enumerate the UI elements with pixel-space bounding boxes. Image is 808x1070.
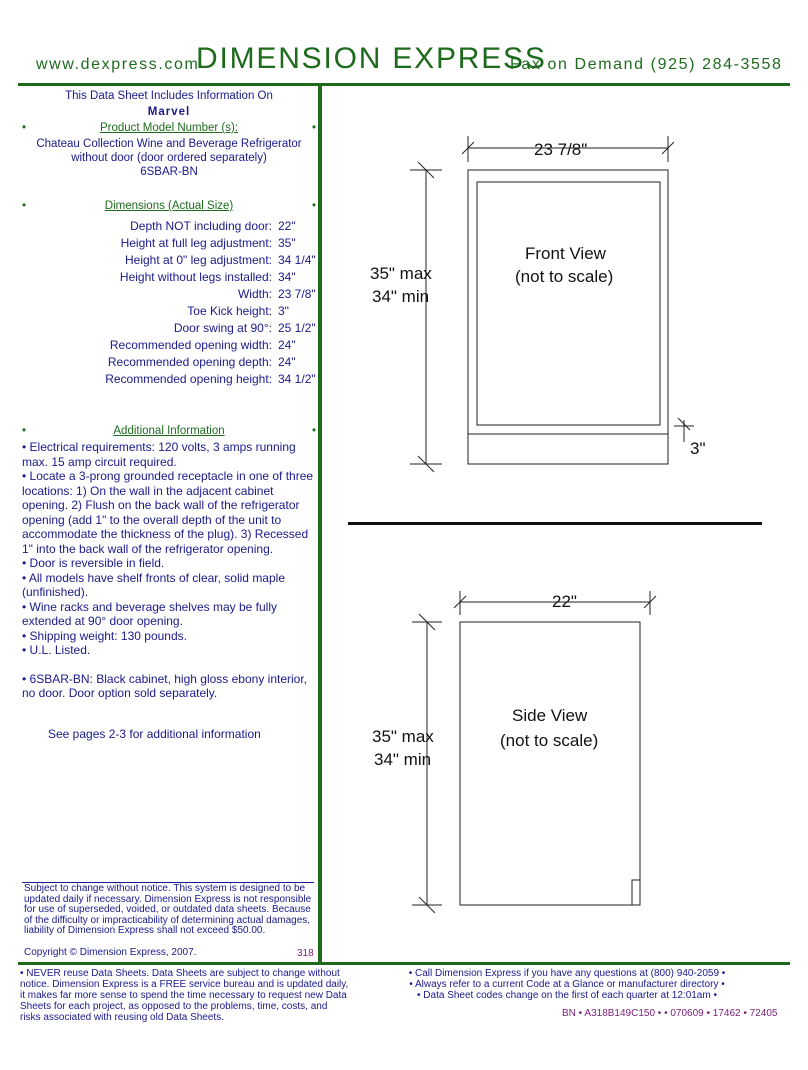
side-cabinet-outline — [460, 622, 640, 905]
dimension-row — [20, 219, 320, 236]
note-item: • Locate a 3-prong grounded receptacle in one of three locations: 1) On the wall in the adjacent cabinet opening. 2) Flush on the back wall of the refrigerator opening (add 1" to the overall depth of the unit to accommodate the thickness of the plug). 3) Recessed 1" into the back wall of the refrigerator opening. — [22, 469, 314, 556]
dimension-value: 25 1/2" — [278, 321, 316, 335]
front-view-label: Front View — [525, 244, 606, 263]
dimension-label: Height at 0" leg adjustment: — [124, 253, 272, 267]
additional-notes — [22, 440, 322, 701]
model-description-line1: Chateau Collection Wine and Beverage Refrigerator — [36, 138, 302, 150]
page-title: DIMENSION EXPRESS — [196, 42, 547, 75]
bullet-left: • — [22, 425, 27, 437]
dimension-label: Height without legs installed: — [119, 270, 272, 284]
model-heading-label: Product Model Number (s): — [99, 122, 239, 134]
bullet-right: • — [311, 425, 316, 437]
front-height-min: 34" min — [372, 287, 430, 306]
dimensions-heading-label: Dimensions (Actual Size) — [104, 200, 234, 212]
dimension-row — [20, 355, 320, 372]
model-heading — [20, 122, 318, 134]
view-divider — [348, 522, 762, 525]
dimension-value: 34" — [278, 270, 296, 284]
copyright: Copyright © Dimension Express, 2007. — [24, 947, 197, 958]
side-depth-label: 22" — [552, 592, 577, 611]
note-item: • All models have shelf fronts of clear, solid maple (unfinished). — [22, 570, 285, 599]
dimension-value: 35" — [278, 236, 296, 250]
model-description-line2: without door (door ordered separately) — [71, 152, 267, 164]
toe-kick-label: 3" — [690, 439, 706, 458]
dimension-label: Recommended opening height: — [105, 372, 272, 386]
dimension-label: Door swing at 90°: — [173, 321, 272, 335]
dimension-value: 24" — [278, 355, 296, 369]
front-panel — [477, 182, 660, 425]
dimension-row — [20, 236, 320, 253]
dimension-row — [20, 372, 320, 389]
dimension-value: 34 1/4" — [278, 253, 316, 267]
header-rule — [18, 83, 790, 86]
footer-quarter-line: • Data Sheet codes change on the first of each quarter at 12:01am • — [417, 990, 717, 1001]
footer-code-line: • Always refer to a current Code at a Glance or manufacturer directory • — [409, 979, 725, 990]
dimension-value: 22" — [278, 219, 296, 233]
datasheet-code: BN • A318B149C150 • • 070609 • 17462 • 72405 — [562, 1008, 778, 1019]
front-cabinet-outline — [468, 170, 668, 464]
dimension-label: Recommended opening width: — [109, 338, 272, 352]
bullet-left: • — [22, 200, 27, 212]
dimension-row — [20, 321, 320, 338]
dimension-label: Recommended opening depth: — [107, 355, 272, 369]
note-item: • Electrical requirements: 120 volts, 3 amps running max. 15 amp circuit required. — [22, 440, 296, 469]
dimension-value: 3" — [278, 304, 289, 318]
model-note: • 6SBAR-BN: Black cabinet, high gloss ebony interior, no door. Door option sold separately. — [22, 671, 308, 700]
note-spacer — [22, 658, 322, 672]
note-item: • U.L. Listed. — [22, 643, 91, 657]
additional-heading-label: Additional Information — [113, 425, 225, 437]
fax-number: Fax on Demand (925) 284-3558 — [510, 56, 783, 73]
note-item: • Shipping weight: 130 pounds. — [22, 628, 187, 643]
dimensions-heading — [20, 200, 318, 212]
website-url[interactable]: www.dexpress.com — [36, 56, 200, 73]
side-height-min: 34" min — [374, 750, 432, 769]
note-item: • Wine racks and beverage shelves may be fully extended at 90° door opening. — [22, 599, 277, 628]
side-view-note: (not to scale) — [500, 731, 599, 750]
additional-heading — [20, 425, 318, 437]
dimension-row — [20, 304, 320, 321]
front-view-note: (not to scale) — [515, 267, 614, 286]
dimension-value: 23 7/8" — [278, 287, 316, 301]
intro-line: This Data Sheet Includes Information On — [65, 90, 273, 102]
dimension-value: 24" — [278, 338, 296, 352]
front-height-max: 35" max — [370, 264, 432, 283]
dimension-row — [20, 338, 320, 355]
footer-left-text: • NEVER reuse Data Sheets. Data Sheets are subject to change without notice. Dimension Express is a FREE service bureau and is updated daily, it makes far more sense to spend the time necessary to request new Data Sheets for each project, as opposed to the problems, time, costs, and risks associated with reusing old Data Sheets. — [20, 968, 349, 1023]
page-number: 318 — [297, 948, 314, 959]
dimension-label: Toe Kick height: — [187, 304, 272, 318]
footer-rule — [18, 962, 790, 965]
bullet-right: • — [311, 122, 316, 134]
dimension-label: Width: — [237, 287, 272, 301]
dimension-row — [20, 270, 320, 287]
side-view-label: Side View — [512, 706, 588, 725]
side-height-max: 35" max — [372, 727, 434, 746]
dimension-row — [20, 287, 320, 304]
dimension-value: 34 1/2" — [278, 372, 316, 386]
disclaimer-text: Subject to change without notice. This system is designed to be updated daily if necessary. Dimension Express is not responsible for use of superseded, voided, or outdated data sheets. Because of the difficulty or impracticability of determining actual damages, liability of Dimension Express shall not exceed $50.00. — [24, 883, 312, 937]
footer-contact-line: • Call Dimension Express if you have any questions at (800) 940-2059 • — [408, 968, 726, 979]
bullet-left: • — [22, 122, 27, 134]
see-pages-link[interactable]: See pages 2-3 for additional information — [48, 727, 261, 741]
front-width-label: 23 7/8" — [534, 140, 588, 159]
brand-name: Marvel — [147, 106, 191, 118]
dimension-row — [20, 253, 320, 270]
dimension-label: Height at full leg adjustment: — [120, 236, 272, 250]
dimension-label: Depth NOT including door: — [130, 219, 272, 233]
bullet-right: • — [311, 200, 316, 212]
note-item: • Door is reversible in field. — [22, 556, 165, 570]
model-number: 6SBAR-BN — [140, 166, 198, 178]
